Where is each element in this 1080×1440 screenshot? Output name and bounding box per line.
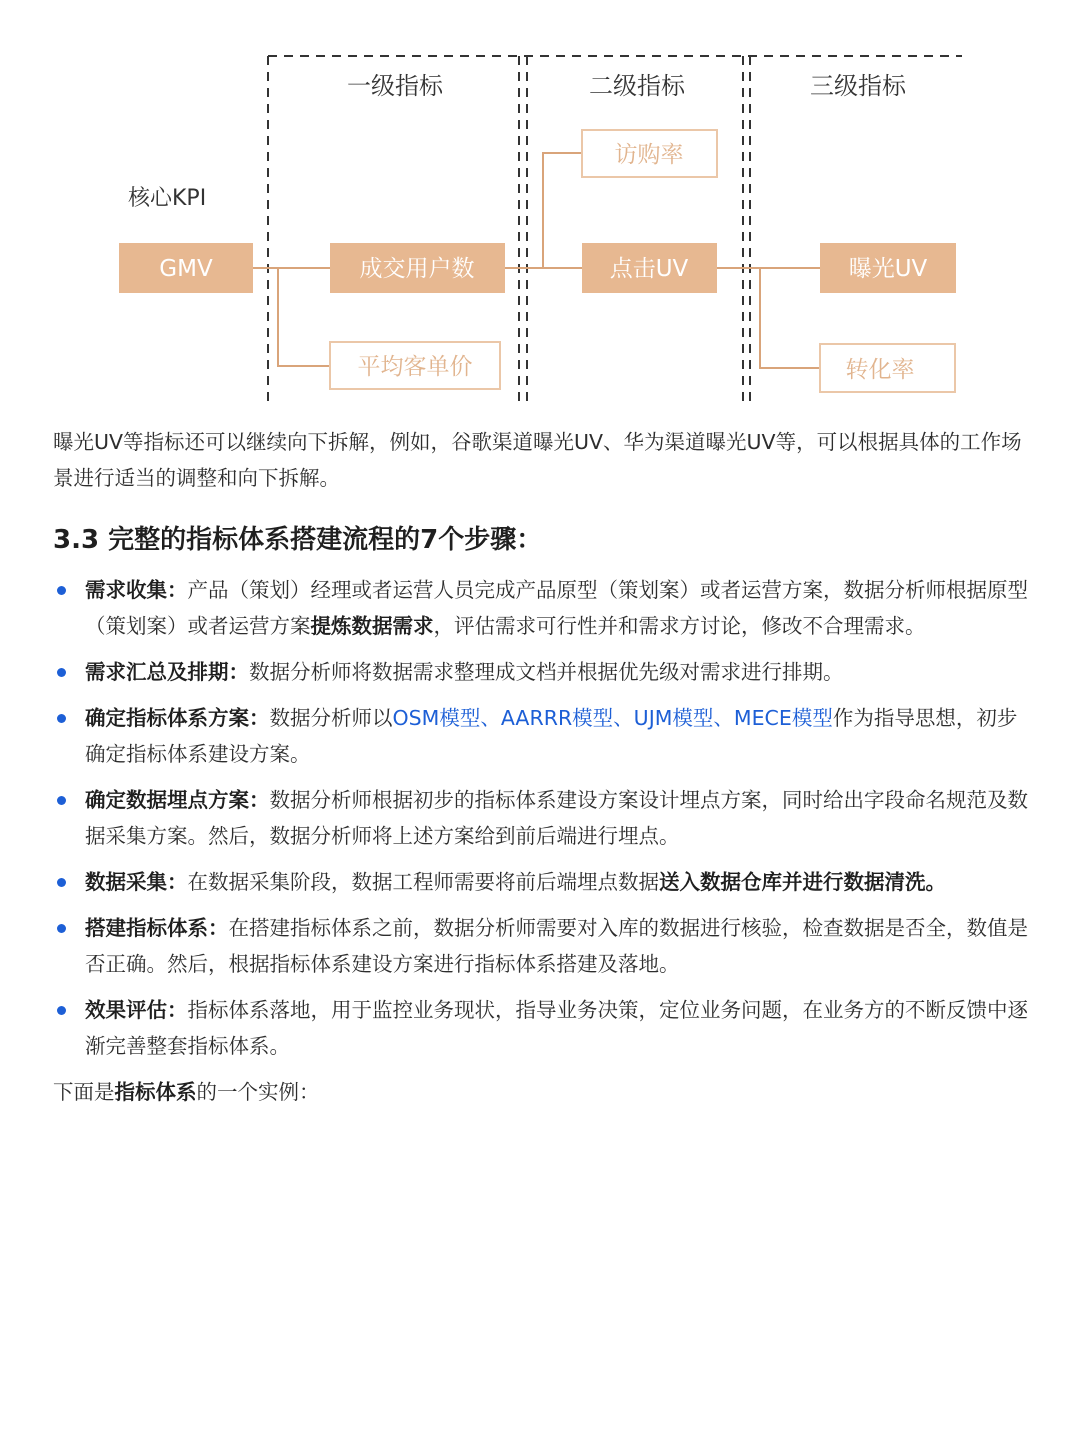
step-text: 数据分析师根据初步的指标体系建设方案设计埋点方案，同时给出字段命名规范及数据采集方案。然后，数据分析师将上述方案给到前后端进行埋点。 [85, 788, 1028, 848]
step-item [53, 864, 1033, 900]
step-item [53, 572, 1033, 644]
step-label: 确定指标体系方案： [85, 706, 270, 730]
click-uv-label: 点击UV [609, 256, 689, 282]
step-label: 需求汇总及排期： [85, 660, 249, 684]
kpi-breakdown-diagram [0, 0, 1080, 410]
step-text: 指标体系落地，用于监控业务现状，指导业务决策，定位业务问题，在业务方的不断反馈中逐渐完善整套指标体系。 [85, 998, 1028, 1058]
step-text: 在数据采集阶段，数据工程师需要将前后端埋点数据 [187, 870, 659, 894]
step-item [53, 910, 1033, 982]
bullet-icon [57, 714, 66, 723]
outro-text: 的一个实例： [196, 1080, 320, 1104]
conversion-rate-label: 转化率 [845, 357, 915, 383]
step-label: 数据采集： [85, 870, 188, 894]
step-list [53, 572, 1033, 1064]
exposure-uv-label: 曝光UV [848, 256, 928, 282]
step-label: 需求收集： [85, 578, 188, 602]
step-item [53, 992, 1033, 1064]
step-text: 数据分析师将数据需求整理成文档并根据优先级对需求进行排期。 [249, 660, 844, 684]
core-kpi-label: 核心KPI [128, 186, 207, 211]
step-text: ，评估需求可行性并和需求方讨论，修改不合理需求。 [433, 614, 926, 638]
article-body [53, 424, 1033, 1110]
model-links[interactable]: OSM模型、AARRR模型、UJM模型、MECE模型 [392, 706, 833, 730]
level-2-header: 二级指标 [589, 72, 685, 100]
step-text: 数据分析师以 [269, 706, 393, 730]
bullet-icon [57, 586, 66, 595]
paying-users-label: 成交用户数 [359, 256, 475, 282]
step-item [53, 782, 1033, 854]
step-label: 搭建指标体系： [85, 916, 229, 940]
bullet-icon [57, 924, 66, 933]
step-text: 作为指导思想，初步确定指标体系建设方案。 [85, 706, 1018, 766]
level-3-header: 三级指标 [810, 72, 906, 100]
avg-order-value-label: 平均客单价 [357, 354, 473, 380]
outro-text: 下面是 [53, 1080, 115, 1104]
section-heading: 3.3 完整的指标体系搭建流程的7个步骤： [53, 525, 543, 555]
step-text: 在搭建指标体系之前，数据分析师需要对入库的数据进行核验，检查数据是否全，数值是否正确。然后，根据指标体系建设方案进行指标体系搭建及落地。 [85, 916, 1028, 976]
bullet-icon [57, 878, 66, 887]
step-emphasis: 提炼数据需求 [310, 614, 434, 638]
bullet-icon [57, 1006, 66, 1015]
intro-paragraph: 曝光UV等指标还可以继续向下拆解，例如，谷歌渠道曝光UV、华为渠道曝光UV等，可以根据具体的工作场景进行适当的调整和向下拆解。 [53, 430, 1022, 490]
outro-paragraph [53, 1074, 1033, 1110]
bullet-icon [57, 796, 66, 805]
outro-emphasis: 指标体系 [114, 1080, 197, 1104]
level-1-header: 一级指标 [347, 72, 443, 100]
step-text: 产品（策划）经理或者运营人员完成产品原型（策划案）或者运营方案，数据分析师根据原型（策划案）或者运营方案 [85, 578, 1028, 638]
gmv-label: GMV [159, 256, 213, 282]
visit-purchase-rate-label: 访购率 [614, 142, 684, 168]
step-emphasis: 送入数据仓库并进行数据清洗。 [659, 870, 946, 894]
bullet-icon [57, 668, 66, 677]
step-label: 确定数据埋点方案： [85, 788, 270, 812]
step-item [53, 654, 1033, 690]
step-label: 效果评估： [85, 998, 188, 1022]
step-item [53, 700, 1033, 772]
